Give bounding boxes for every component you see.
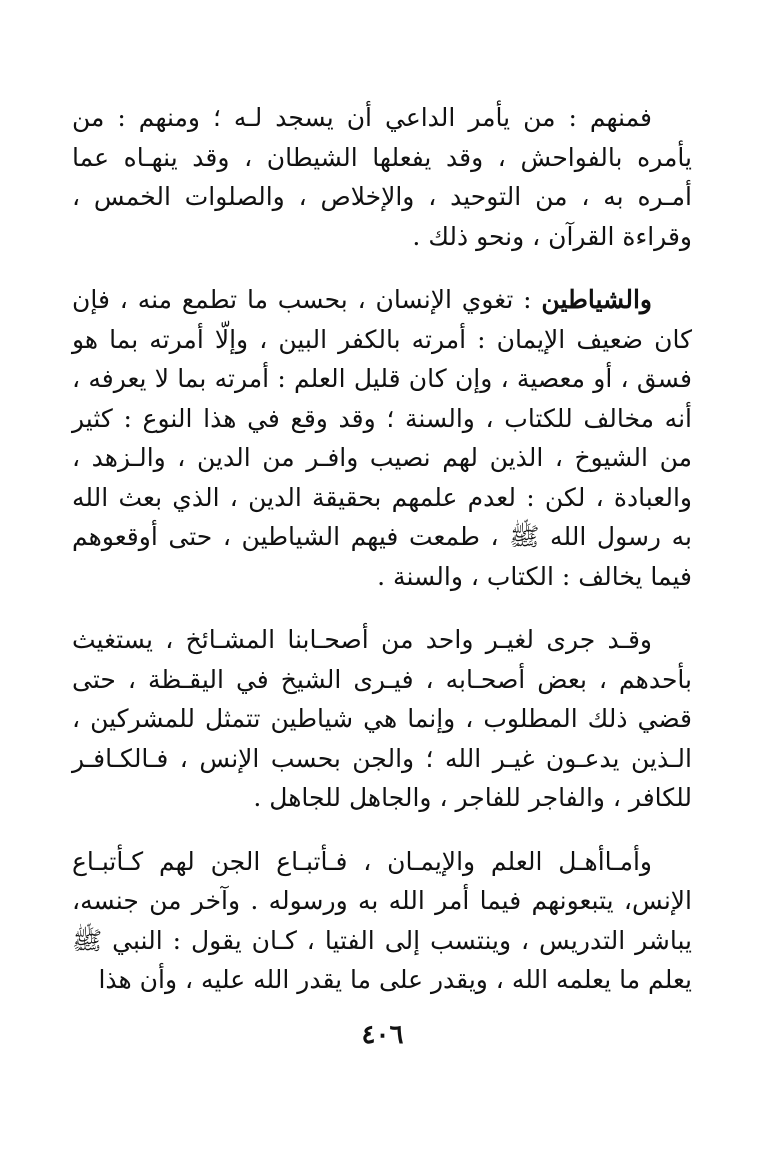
paragraph-1-text: فمنهم : من يأمر الداعي أن يسجد لـه ؛ ومنهم : من يأمره بالفواحش ، وقد يفعلها الشيطان ، وقد ينهـاه عما أمـره به ، من التوحيد ، والإخلاص ، والصلوات الخمس ، وقراءة القرآن ، ونحو ذلك .	[72, 103, 692, 251]
paragraph-2-text: : تغوي الإنسان ، بحسب ما تطمع منه ، فإن كان ضعيف الإيمان : أمرته بالكفر البين ، وإلّا أمرته بما هو فسق ، أو معصية ، وإن كان قليل العلم : أمرته بما لا يعرفه ، أنه مخالف للكتاب ، والسنة ؛ وقد وقع في هذا النوع : كثير من الشيوخ ، الذين لهم نصيب وافـر من الدين ، والـزهد ، والعبادة ، لكن : لعدم علمهم بحقيقة الدين ، الذي بعث الله به رسول الله ﷺ ، طمعت فيهم الشياطين ، حتى أوقعوهم فيما يخالف : الكتاب ، والسنة .	[72, 285, 692, 591]
paragraph-1	[72, 98, 692, 256]
paragraph-2	[72, 280, 692, 596]
page-number: ٤٠٦	[361, 1020, 404, 1050]
paragraph-3	[72, 620, 692, 818]
paragraph-4	[72, 842, 692, 1000]
paragraph-4-text: وأمـاأهـل العلم والإيمـان ، فـأتبـاع الجن لهم كـأتبـاع الإنس، يتبعونهم فيما أمر الله به ورسوله . وآخر من جنسه، يباشر التدريس ، وينتسب إلى الفتيا ، كـان يقول : النبي ﷺ يعلم ما يعلمه الله ، ويقدر على ما يقدر الله عليه ، وأن هذا	[72, 846, 692, 994]
page-body	[72, 98, 692, 1024]
paragraph-3-text: وقـد جرى لغيـر واحد من أصحـابنا المشـائخ ، يستغيث بأحدهم ، بعض أصحـابه ، فيـرى الشيخ في اليقـظة ، حتى قضي ذلك المطلوب ، وإنما هي شياطين تتمثل للمشركين ، الـذين يدعـون غيـر الله ؛ والجن بحسب الإنس ، فـالكـافـر للكافر ، والفاجر للفاجر ، والجاهل للجاهل .	[72, 625, 692, 812]
paragraph-2-lead: والشياطين	[541, 285, 652, 314]
